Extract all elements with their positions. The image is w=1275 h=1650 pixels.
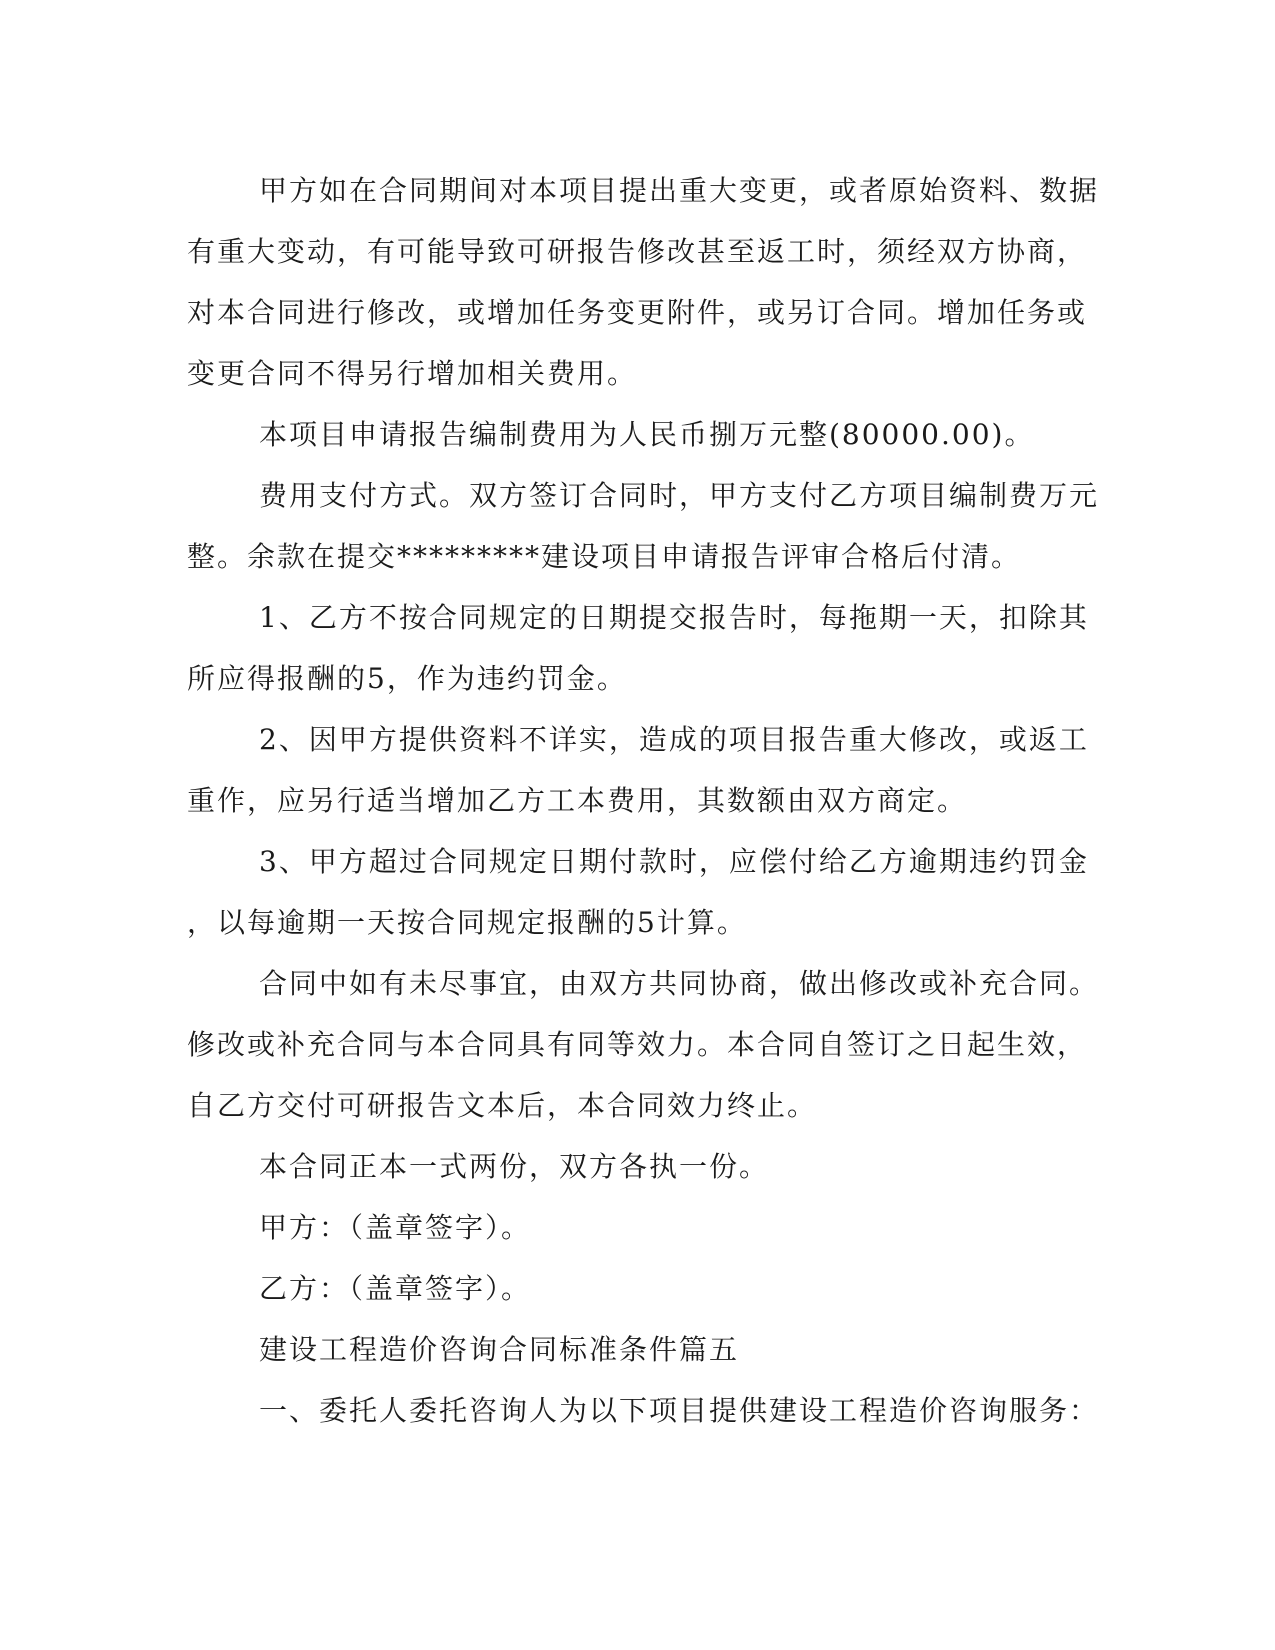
party-b-signature-line: 乙方：（盖章签字）。 (259, 1272, 532, 1305)
paragraph-line: 本合同正本一式两份，双方各执一份。 (259, 1150, 770, 1183)
paragraph-line: 本项目申请报告编制费用为人民币捌万元整(80000.00)。 (259, 418, 1035, 451)
paragraph-line: 有重大变动，有可能导致可研报告修改甚至返工时，须经双方协商， (187, 235, 1088, 268)
paragraph-line: 费用支付方式。双方签订合同时，甲方支付乙方项目编制费万元 (259, 479, 1100, 512)
paragraph-line: 自乙方交付可研报告文本后，本合同效力终止。 (187, 1089, 818, 1122)
paragraph-line: 合同中如有未尽事宜，由双方共同协商，做出修改或补充合同。 (259, 967, 1100, 1000)
paragraph-line: ，以每逾期一天按合同规定报酬的5计算。 (187, 906, 747, 939)
paragraph-line: 变更合同不得另行增加相关费用。 (187, 357, 638, 390)
paragraph-line: 整。余款在提交*********建设项目申请报告评审合格后付清。 (187, 540, 1022, 573)
paragraph-line: 所应得报酬的5，作为违约罚金。 (187, 662, 627, 695)
paragraph-line: 重作，应另行适当增加乙方工本费用，其数额由双方商定。 (187, 784, 968, 817)
party-a-signature-line: 甲方：（盖章签字）。 (259, 1211, 532, 1244)
paragraph-line: 对本合同进行修改，或增加任务变更附件，或另订合同。增加任务或 (187, 296, 1088, 329)
paragraph-line: 1、乙方不按合同规定的日期提交报告时，每拖期一天，扣除其 (259, 601, 1089, 634)
paragraph-line: 3、甲方超过合同规定日期付款时，应偿付给乙方逾期违约罚金 (259, 845, 1089, 878)
paragraph-line: 修改或补充合同与本合同具有同等效力。本合同自签订之日起生效， (187, 1028, 1088, 1061)
section-heading: 建设工程造价咨询合同标准条件篇五 (259, 1333, 740, 1366)
paragraph-line: 甲方如在合同期间对本项目提出重大变更，或者原始资料、数据 (259, 174, 1100, 207)
document-body (187, 160, 1100, 1441)
paragraph-line: 2、因甲方提供资料不详实，造成的项目报告重大修改，或返工 (259, 723, 1089, 756)
paragraph-line: 一、委托人委托咨询人为以下项目提供建设工程造价咨询服务： (259, 1394, 1100, 1427)
